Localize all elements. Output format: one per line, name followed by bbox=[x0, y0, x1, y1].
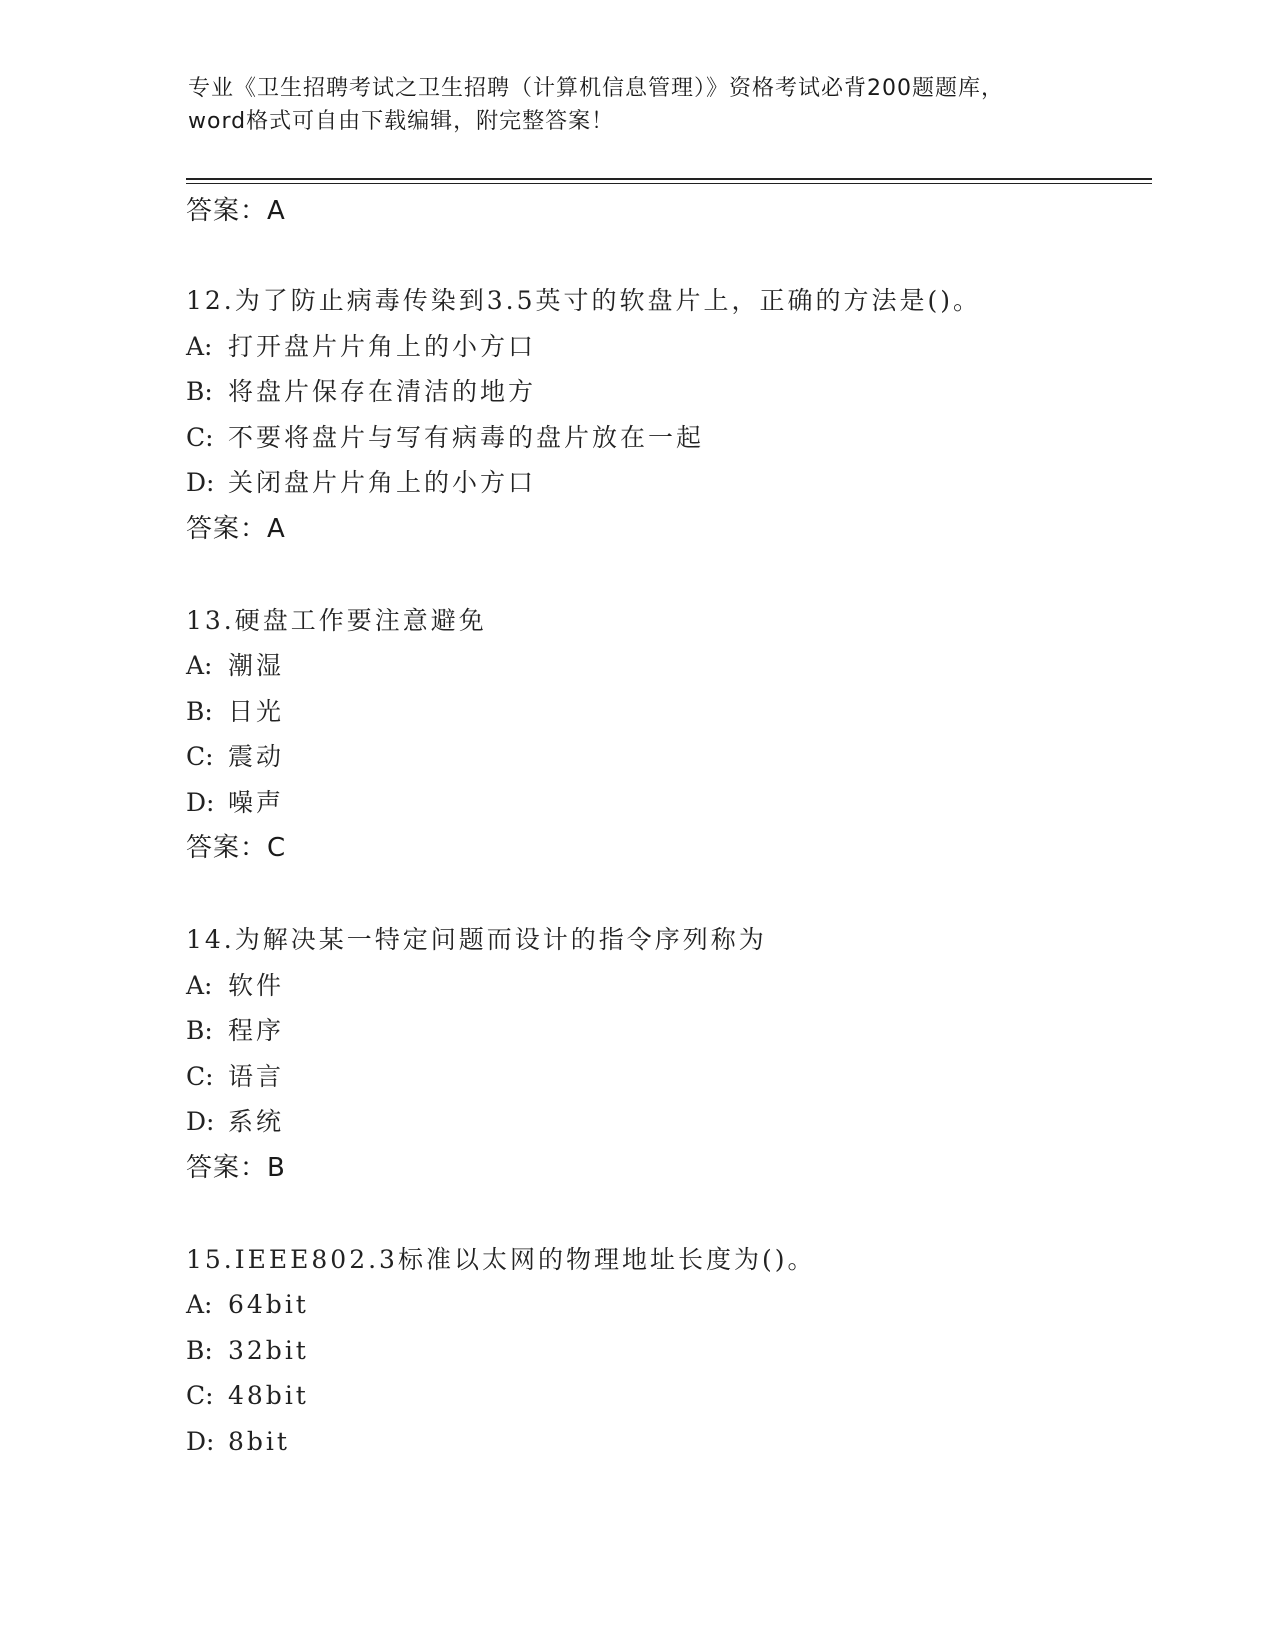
option-key: C: bbox=[186, 1381, 214, 1410]
question-title: 15.IEEE802.3标准以太网的物理地址长度为()。 bbox=[186, 1244, 816, 1274]
option-b bbox=[186, 689, 1146, 735]
option-text: 8bit bbox=[228, 1426, 290, 1456]
question-item bbox=[186, 598, 1146, 872]
option-key: A: bbox=[186, 970, 213, 1000]
header-divider-thick bbox=[186, 178, 1152, 180]
option-b bbox=[186, 369, 1146, 415]
option-key: B: bbox=[186, 377, 213, 406]
option-text: 潮湿 bbox=[228, 651, 285, 680]
question-title: 12.为了防止病毒传染到3.5英寸的软盘片上，正确的方法是()。 bbox=[186, 286, 982, 315]
option-text: 噪声 bbox=[228, 787, 285, 817]
option-key: B: bbox=[186, 1016, 213, 1045]
option-a bbox=[186, 963, 1146, 1009]
option-key: C: bbox=[186, 742, 214, 771]
option-text: 系统 bbox=[228, 1107, 285, 1136]
option-key: A: bbox=[186, 331, 213, 361]
answer-line: 答案：A bbox=[186, 513, 286, 544]
option-text: 关闭盘片片角上的小方口 bbox=[228, 468, 537, 497]
option-text: 打开盘片片角上的小方口 bbox=[228, 331, 537, 361]
option-text: 震动 bbox=[228, 742, 285, 771]
option-d bbox=[186, 460, 1146, 506]
option-key: C: bbox=[186, 1061, 214, 1091]
option-text: 不要将盘片与写有病毒的盘片放在一起 bbox=[228, 422, 705, 452]
option-c bbox=[186, 1373, 1146, 1419]
answer-line: 答案：B bbox=[186, 1152, 286, 1183]
document-header bbox=[188, 72, 1088, 138]
option-d bbox=[186, 1099, 1146, 1145]
option-text: 软件 bbox=[228, 970, 285, 1000]
answer-line: 答案：A bbox=[186, 196, 286, 226]
option-a bbox=[186, 643, 1146, 689]
option-key: D: bbox=[186, 1107, 215, 1136]
option-a bbox=[186, 1282, 1146, 1328]
option-text: 日光 bbox=[228, 696, 285, 726]
option-key: D: bbox=[186, 1426, 215, 1456]
header-title-line-2: word格式可自由下载编辑，附完整答案！ bbox=[188, 109, 615, 134]
header-divider-thin bbox=[186, 183, 1152, 184]
option-b bbox=[186, 1328, 1146, 1374]
option-d bbox=[186, 780, 1146, 826]
option-d bbox=[186, 1419, 1146, 1465]
option-text: 将盘片保存在清洁的地方 bbox=[228, 377, 537, 406]
option-text: 48bit bbox=[228, 1381, 309, 1410]
option-c bbox=[186, 1054, 1146, 1100]
option-text: 32bit bbox=[228, 1335, 309, 1365]
option-key: B: bbox=[186, 696, 213, 726]
answer-line: 答案：C bbox=[186, 833, 287, 863]
option-key: C: bbox=[186, 422, 214, 452]
option-key: A: bbox=[186, 1290, 213, 1319]
question-title: 13.硬盘工作要注意避免 bbox=[186, 605, 487, 635]
option-text: 64bit bbox=[228, 1290, 309, 1319]
option-text: 程序 bbox=[228, 1016, 285, 1045]
option-key: A: bbox=[186, 651, 213, 680]
question-item bbox=[186, 278, 1146, 552]
question-list bbox=[186, 188, 1146, 1464]
option-b bbox=[186, 1008, 1146, 1054]
option-a bbox=[186, 324, 1146, 370]
question-item bbox=[186, 1237, 1146, 1465]
option-c bbox=[186, 415, 1146, 461]
option-key: D: bbox=[186, 787, 215, 817]
header-title-line-1: 专业《卫生招聘考试之卫生招聘（计算机信息管理）》资格考试必背200题题库， bbox=[188, 76, 1004, 101]
option-c bbox=[186, 734, 1146, 780]
option-key: D: bbox=[186, 468, 215, 497]
question-item bbox=[186, 917, 1146, 1191]
option-text: 语言 bbox=[228, 1061, 285, 1091]
question-title: 14.为解决某一特定问题而设计的指令序列称为 bbox=[186, 925, 767, 954]
option-key: B: bbox=[186, 1335, 213, 1365]
